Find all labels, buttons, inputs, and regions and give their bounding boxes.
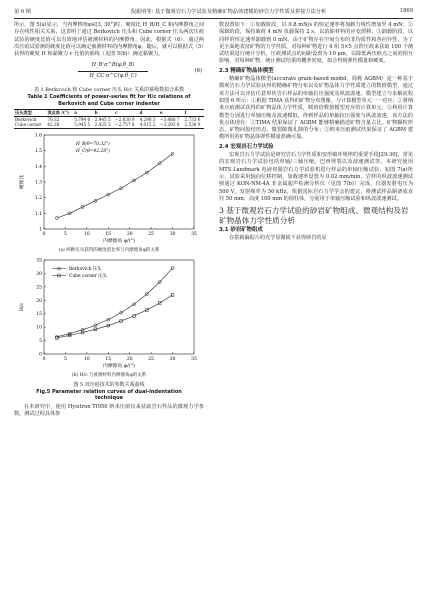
y-tick-label: 35 — [36, 258, 42, 264]
chart-b-svg — [14, 254, 204, 370]
right-paragraph-3: 宏观岩石力学试验是研究岩石力学性质和变形破坏规律的重要手段[29-30]，常见的宏观岩石力学试验包括单轴/三轴压缩、巴西劈裂以及波速测试等。本研究使用 MTS Landmark 电液伺服岩石力学试验机进行样品的单轴压缩试验，如图 7(a)所示，试验采用轴向位移控制，加载速率设置为 0.02 mm/min，岩样的纵波波速测试则通过 KON-NM-4A 非金属超声检测分析仪（见图 7(b)）完成，仪器发射电压为 500 V，发射频率为 50 kHz，依据国际岩石力学学会的建议，将测试样品制备成直径 50 mm、高度 100 mm 的圆柱体，分别用于单轴压缩试验和纵波波速测试。 — [219, 152, 413, 202]
x-tick-label: 20 — [126, 356, 133, 362]
x-tick-label: 0 — [42, 231, 46, 237]
table-cell: −2.630 9 — [115, 116, 135, 122]
right-paragraph-2: 精确矿物晶体模型(accurate grain-based model，简称 AGBM）是一种基于微观岩石力学试验获得的精确矿物分布以及矿物晶体力学性质建立的数值模型，通过该方法可以评估任意形状岩石样品的单轴抗压强度及纵波波速。模型建立与求解流程如图 6 所示：①根据 TIMA 获得的矿物分布图像，与计算模型单元一一对应；②将纳米压痕测试获得的矿物晶体力学性质，赋值给数值模型对应的计算单元；③利用计算模型分别进行单轴压缩及波速模拟，得到样品的单轴抗压强度与纵波波速，该方法的优点体现在：①TIMA 结果保证了 AGBM 能够精确描述矿物含量占比、矿物颗粒形态、矿物间胶结形态、微裂隙微孔隙的分布；②纳米压痕测试结果保证了 AGBM 建模所用的矿物晶体弹性模量准确可靠。 — [219, 76, 413, 141]
table-cell: 42.28 — [47, 122, 60, 128]
page-header — [14, 6, 413, 19]
table-header-cell: a — [74, 110, 77, 116]
y-tick-label: 30 — [36, 271, 42, 277]
legend-label: Cube corner 压头 — [69, 273, 107, 279]
table-cell: 4.290 3 — [139, 116, 156, 122]
table-header-cell: e — [160, 110, 163, 116]
right-paragraph-4: 在搭载偏振片的光学显微镜下获得砂岩的显 — [229, 235, 327, 242]
data-point — [171, 152, 174, 155]
left-column — [14, 22, 204, 418]
y-tick-label: 1.4 — [34, 164, 42, 170]
table-header-cell: f — [184, 110, 187, 116]
equation-denominator: H_CC·σ^C(φ,θ_C) — [89, 72, 137, 79]
x-tick-label: 15 — [105, 231, 112, 237]
x-tick-label: 5 — [63, 231, 67, 237]
x-tick-label: 35 — [191, 356, 197, 362]
section-2-3-heading: 2.3 精确矿物晶体模型 — [219, 67, 274, 74]
table-header-cell: c — [115, 110, 118, 116]
table-cell: 5.945 5 — [74, 122, 91, 128]
plot-frame — [44, 135, 194, 229]
figure-5a-caption: (a) 两种压头获得的硬度值比率与内摩擦角φ的关系 — [58, 248, 160, 254]
section-3-1-heading: 3.1 砂岩矿物组成 — [219, 227, 263, 234]
table-cell: 2.425 3 — [94, 122, 111, 128]
x-tick-label: 25 — [148, 231, 155, 237]
legend-label: H_C(θ=42.28°) — [76, 148, 110, 154]
y-axis-label: H/c — [20, 302, 25, 312]
data-point — [171, 266, 174, 269]
figure-5-caption — [14, 382, 204, 402]
x-tick-label: 35 — [191, 231, 197, 237]
y-tick-label: 1 — [39, 227, 42, 233]
table-cell: 4.015 2 — [139, 122, 156, 128]
section-3-heading: 3 基于微观岩石力学试验的砂岩矿物组成、微观结构及岩矿物晶体力学性质分析 — [219, 206, 409, 225]
table-cell: 5.794 6 — [74, 116, 91, 122]
table-caption-cn: 表 1 Berkovich 和 Cube corner 压头 H/c 关系的幂级数拟合系数 — [33, 87, 185, 94]
y-tick-label: 25 — [36, 285, 42, 291]
figure-5-caption-en-1: Fig.5 Parameter relation curves of dual-indentation — [36, 388, 182, 395]
x-axis-label: 内摩擦角 φ/(°) — [103, 363, 135, 369]
y-tick-label: 5 — [39, 338, 42, 344]
x-tick-label: 15 — [105, 356, 112, 362]
running-title: 倪振明等: 基于微观岩石力学试验及精确矿物晶体建模的砂岩力学性质及拼接方法分析 — [130, 9, 327, 15]
table-header-cell: 顶点角 /(°) — [47, 110, 69, 116]
table-header-cell: 压头类型 — [15, 110, 32, 116]
equation-numerator: H_B·σ^B(φ,θ_B) — [91, 62, 135, 69]
right-paragraph-1: 数设置如下：①加载阶段，以 0.8 mN/s 的恒定速率将加载力线性增加至 4 mN；②保载阶段，保持载荷 4 mN 负载保持 2 s，以消除材料的应变漂移；③卸载阶段，以同样的恒定速率卸载到 0 mN。由于矿物存在空间分布的非均质性和各向异性，为了更全面地表征矿物的力学性质，对每种矿物进行 4 组 5×5 点阵压痕来获取 100 个测试结果进行统计分析。压痕测试点的间距设置为 10 μm，以降低两压痕点之间的相互影响。对每种矿物，统计测试结果的概率密度，拟合得到弹性模量和硬度。 — [219, 22, 413, 65]
left-paragraph-last: 在本研究中，使用 Hysitron TI950 纳米压痕仪来获取岩石样品的微观力学参数，测试过程具体参 — [14, 403, 204, 418]
x-tick-label: 5 — [63, 356, 67, 362]
table-cell: 2.945 5 — [94, 116, 111, 122]
x-tick-label: 10 — [83, 231, 90, 237]
table-cell: 70.32 — [47, 116, 60, 122]
figure-5b-caption: (b) H/c 与被测材料内摩擦角φ的关系 — [71, 373, 147, 379]
table-caption-en-2: Berkovich and Cube corner indenter — [58, 100, 160, 107]
data-point — [55, 216, 58, 219]
y-tick-label: 15 — [36, 312, 42, 318]
y-tick-label: 1.3 — [34, 180, 42, 186]
x-tick-label: 30 — [169, 356, 176, 362]
y-tick-label: 10 — [36, 325, 42, 331]
x-axis-label: 内摩擦角 φ/(°) — [103, 238, 135, 244]
equation-number: (6) — [194, 68, 202, 75]
section-2-4-heading: 2.4 宏观岩石力学试验 — [219, 143, 274, 150]
figure-5a — [14, 129, 204, 248]
y-tick-label: 20 — [36, 298, 42, 304]
table-cell: 2.538 9 — [184, 122, 201, 128]
issue-label: 第 6 期 — [14, 9, 31, 15]
x-tick-label: 30 — [169, 231, 176, 237]
legend-label: H_B(θ=70.32°) — [76, 141, 110, 147]
equation-fraction — [78, 62, 148, 80]
page-number: 1869 — [399, 8, 413, 14]
table-row — [14, 122, 204, 128]
y-tick-label: 1.2 — [34, 195, 42, 201]
y-tick-label: 1.5 — [34, 148, 42, 154]
table-cell: −3.488 7 — [160, 116, 180, 122]
table-cell: −2.757 8 — [115, 122, 135, 128]
y-axis-label: 硬度比 — [20, 174, 25, 189]
chart-a-svg — [14, 129, 204, 245]
equation-6 — [14, 60, 204, 84]
figure-5-caption-en-2: technique — [94, 395, 124, 402]
left-paragraph-1: 所示。图 5(a)显示，当内摩擦角φ∈[3, 30°]时，硬度比 H_B/H_C 和内摩擦角之间存在线性相关关系，这表明了通过 Berkovich 压头和 Cube corner 压头两次压痕试验的硬度比值可以有效地评估被测材料的内摩擦角。因此，根据式（6），通过两次压痕试验测的硬度比值可以确定被测材料的内摩擦角φ。随后，就可以根据式（5）获得的硬度 H 和黏聚力 c 比值的曲线（见图 5(b)）确定黏聚力。 — [14, 22, 204, 58]
table-caption-en-1: Table 1 Coefficients of power-series fit for H/c relations of — [27, 94, 191, 101]
x-tick-label: 25 — [148, 356, 155, 362]
y-tick-label: 1.6 — [34, 133, 42, 139]
table-cell: −3.293 8 — [160, 122, 180, 128]
table-cell: 2.733 6 — [184, 116, 201, 122]
series-line — [57, 154, 173, 218]
figure-5-caption-cn: 图 5 双压痕技术的参数关系曲线 — [73, 381, 145, 388]
x-tick-label: 20 — [126, 231, 133, 237]
table-header-cell: d — [139, 110, 143, 116]
table-header-cell: b — [94, 110, 98, 116]
x-tick-label: 10 — [83, 356, 90, 362]
y-tick-label: 1.1 — [34, 211, 42, 217]
table-1-caption — [14, 87, 204, 107]
y-tick-label: 0 — [39, 352, 42, 358]
legend-label: Berkovich 压头 — [69, 266, 102, 272]
table-cell: Berkovich — [15, 116, 37, 122]
table-1 — [14, 109, 204, 129]
x-tick-label: 0 — [42, 356, 46, 362]
table-cell: Cube corner — [15, 122, 42, 128]
figure-5b — [14, 254, 204, 373]
right-column — [219, 22, 413, 243]
plot-frame — [44, 260, 194, 354]
